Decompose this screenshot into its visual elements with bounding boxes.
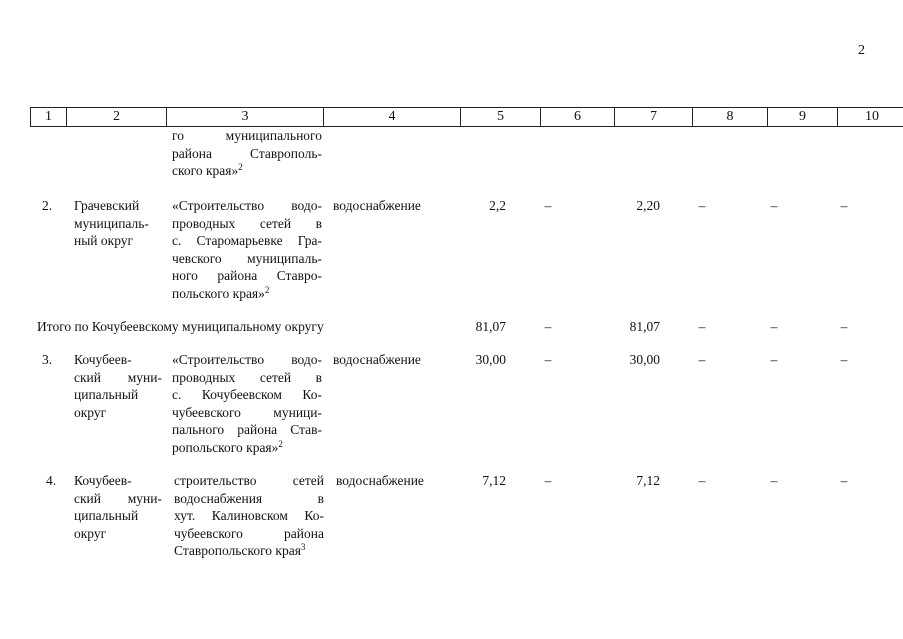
cell-col7: 2,20: [636, 198, 660, 213]
cell-col9: –: [770, 352, 778, 367]
object-type: водоснабжение: [333, 198, 421, 213]
cell-col9: –: [770, 198, 778, 213]
col-header-5: 5: [461, 108, 541, 127]
total-col6: –: [544, 319, 552, 334]
total-col8: –: [698, 319, 706, 334]
col-header-1: 1: [31, 108, 67, 127]
continuation-line: района Ставрополь-: [172, 145, 322, 161]
cell-col7: 30,00: [629, 352, 660, 367]
col-header-6: 6: [541, 108, 615, 127]
footnote-mark: 2: [278, 438, 283, 449]
row-number: 2.: [42, 198, 53, 213]
cell-col8: –: [698, 352, 706, 367]
col-header-3: 3: [167, 108, 324, 127]
total-col10: –: [840, 319, 848, 334]
col-header-2: 2: [67, 108, 167, 127]
col-header-9: 9: [768, 108, 838, 127]
cell-col8: –: [698, 198, 706, 213]
continuation-text: [172, 127, 322, 180]
cell-col7: 7,12: [636, 473, 660, 488]
cell-col6: –: [544, 473, 552, 488]
district-name: Кочубеев- ский муни- ципальный округ: [74, 473, 162, 541]
cell-col8: –: [698, 473, 706, 488]
col-header-7: 7: [615, 108, 693, 127]
continuation-line: го муниципального: [172, 128, 322, 143]
cell-col10: –: [840, 352, 848, 367]
district-name: Кочубеев- ский муни- ципальный округ: [74, 352, 162, 420]
cell-col10: –: [840, 473, 848, 488]
cell-col10: –: [840, 198, 848, 213]
cell-col9: –: [770, 473, 778, 488]
cell-col5: 30,00: [475, 352, 506, 367]
cell-col5: 7,12: [482, 473, 506, 488]
cell-col6: –: [544, 352, 552, 367]
total-label: Итого по Кочубеевскому муниципальному округу: [37, 319, 324, 334]
page-number: 2: [858, 43, 865, 58]
col-header-10: 10: [838, 108, 903, 127]
footnote-mark: 3: [300, 542, 306, 552]
object-type: водоснабжение: [333, 352, 421, 367]
col-header-8: 8: [693, 108, 768, 127]
continuation-line: ского края»$^2$: [172, 162, 243, 178]
row-number: 4.: [46, 473, 57, 488]
total-col9: –: [770, 319, 778, 334]
district-name: Грачевский муниципаль- ный округ: [74, 198, 149, 248]
cell-col5: 2,2: [489, 198, 506, 213]
row-number: 3.: [42, 352, 53, 367]
project-name: строительство сетей водоснабжения в хут. Калиновском Ко- чубеевского района Ставропольского края$^3$: [174, 473, 324, 558]
total-col5: 81,07: [475, 319, 506, 334]
col-header-4: 4: [324, 108, 461, 127]
footnote-mark: 2: [238, 162, 243, 172]
total-col7: 81,07: [629, 319, 660, 334]
project-name: «Строительство водо- проводных сетей в с. Старомарьевке Гра- чевского муниципаль- ного района Ставро- польского края»$^2$: [172, 198, 322, 301]
column-header-row: [30, 107, 903, 127]
cell-col6: –: [544, 198, 552, 213]
footnote-mark: 2: [264, 284, 270, 295]
project-name: «Строительство водо- проводных сетей в с. Кочубеевском Ко- чубеевского муници- пального района Став- ропольского края»$^2$: [172, 352, 322, 455]
object-type: водоснабжение: [336, 473, 424, 488]
